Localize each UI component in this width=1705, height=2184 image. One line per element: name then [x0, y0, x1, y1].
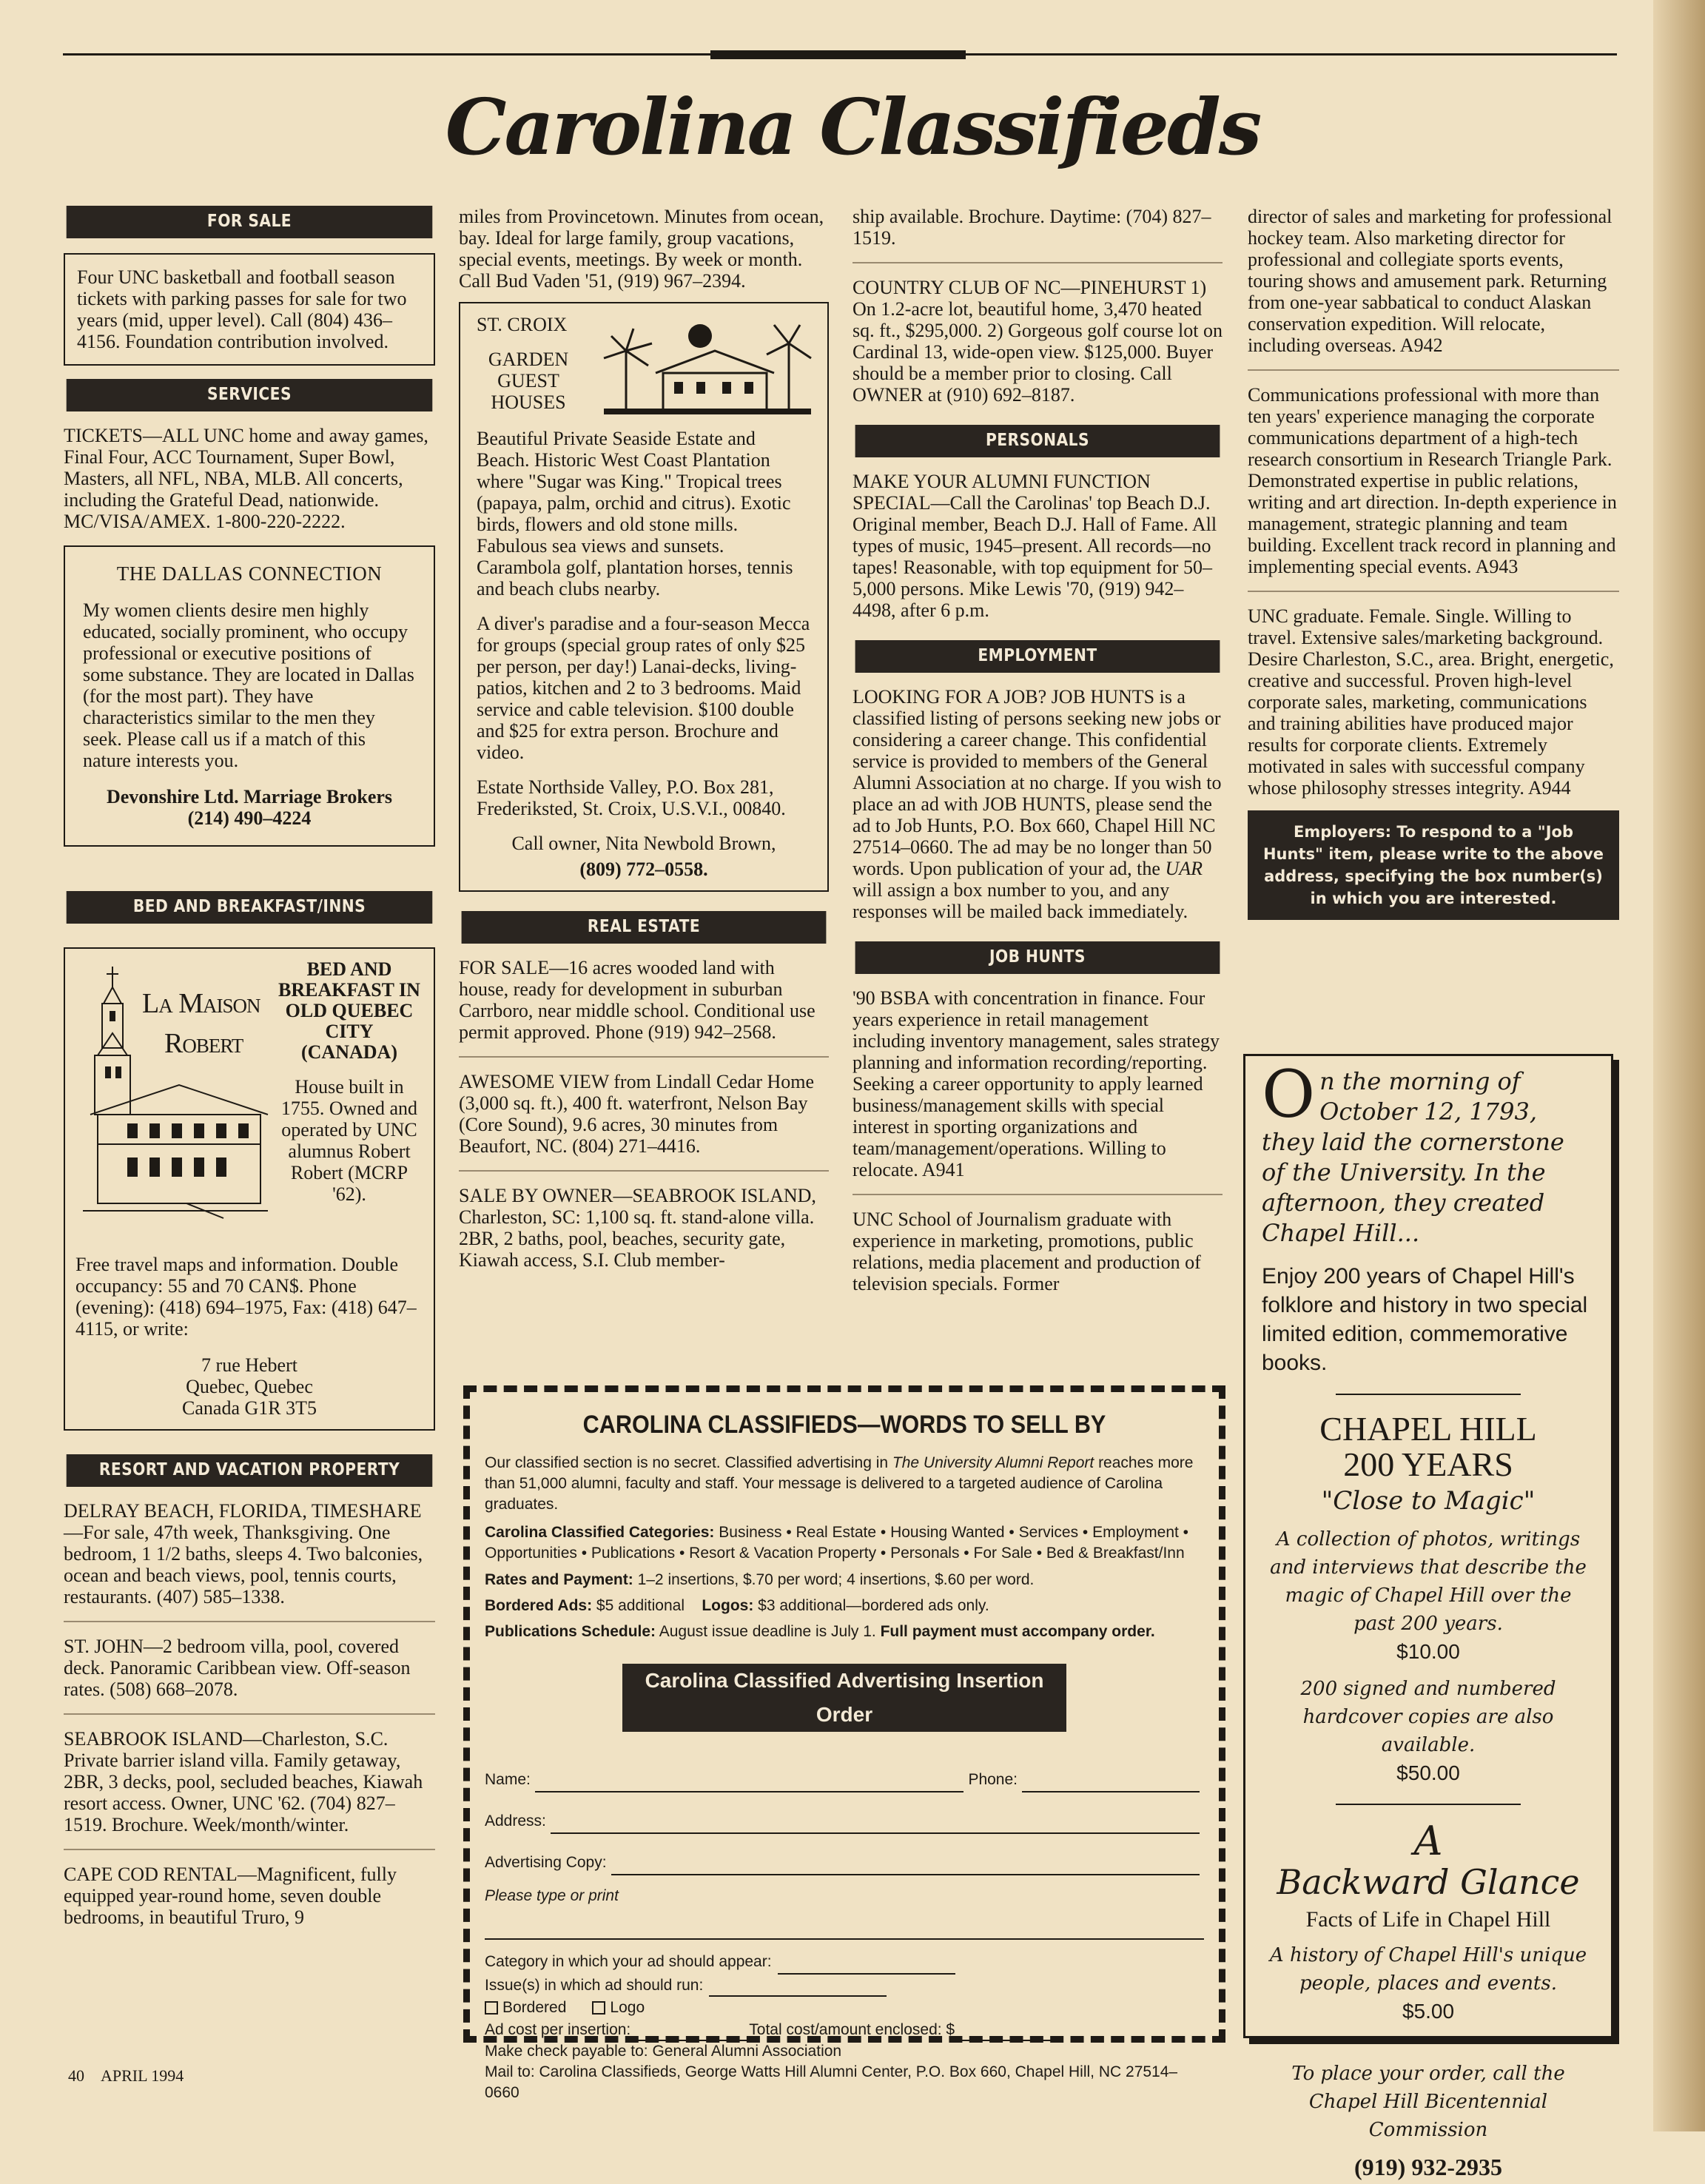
cost-row: Ad cost per insertion: Total cost/amount enclosed: $: [485, 2019, 1204, 2041]
ad-copy-field[interactable]: [611, 1855, 1200, 1875]
logo-text-la-maison: La Maison: [142, 988, 260, 1019]
category-row: Category in which your ad should appear:: [485, 1949, 1204, 1975]
st-croix-p4: Call owner, Nita Newbold Brown,: [511, 833, 776, 854]
divider: [459, 1056, 829, 1058]
page-edge-shadow: [1653, 0, 1705, 2131]
address-row: Address:: [485, 1792, 1204, 1834]
section-header-resort: RESORT AND VACATION PROPERTY: [67, 1454, 433, 1487]
top-rule-accent: [710, 50, 966, 59]
address-field[interactable]: [551, 1813, 1200, 1834]
column-4: [1248, 206, 1619, 920]
form-title: CAROLINA CLASSIFIEDS—WORDS TO SELL BY: [582, 1411, 1106, 1439]
order-info: To place your order, call the Chapel Hill Bicentennial Commission: [1291, 2063, 1565, 2141]
dallas-text: My women clients desire men highly educated, socially prominent, who occupy professional or executive positions of some substance. They are located in Dallas (for the most part). They have characteristics similar to the men they seek. Please call us if a match of this nature interests you.: [83, 599, 414, 771]
insertion-order-header: Carolina Classified Advertising Insertion Order: [622, 1664, 1066, 1732]
book1-title-line2: 200 YEARS: [1343, 1445, 1513, 1483]
book2-price: $5.00: [1402, 2000, 1455, 2023]
divider: [1336, 1804, 1521, 1805]
issue-date: APRIL 1994: [101, 2066, 184, 2085]
book1-subtitle: "Close to Magic": [1321, 1486, 1536, 1516]
print-note: Please type or print: [485, 1887, 619, 1904]
book2-subtitle: Facts of Life in Chapel Hill: [1305, 1907, 1551, 1932]
column-1: [64, 206, 435, 1928]
real-estate-ad-carrboro: FOR SALE—16 acres wooded land with house, ready for development in suburban Carrboro, near middle school. Conditional use permit approved. Phone (919) 942–2568.: [459, 957, 815, 1043]
resort-ad-st-john: ST. JOHN—2 bedroom villa, pool, covered deck. Panoramic Caribbean view. Off-season rates. (508) 668–2078.: [64, 1636, 411, 1700]
page-footer: [68, 2066, 184, 2086]
book1-description: A collection of photos, writings and interviews that describe the magic of Chapel Hill over the past 200 years.: [1270, 1528, 1587, 1635]
personals-ad-dj: MAKE YOUR ALUMNI FUNCTION SPECIAL—Call the Carolinas' top Beach D.J. Original member, Beach D.J. Hall of Fame. All types of music, 1945–present. All records—no tapes! Reasonable, with top equipment for 50–5,000 persons. Mike Lewis '70, (919) 942–4498, after 6 p.m.: [852, 471, 1217, 621]
category-field[interactable]: [778, 1957, 955, 1975]
divider: [64, 1621, 435, 1622]
logo-text-robert: Robert: [164, 1028, 243, 1059]
book1-title-line1: CHAPEL HILL: [1319, 1410, 1537, 1448]
bnb-address-1: 7 rue Hebert: [201, 1354, 297, 1376]
bnb-address-2: Quebec, Quebec: [186, 1376, 313, 1397]
section-header-real-estate: REAL ESTATE: [462, 911, 827, 944]
phone-field[interactable]: [1022, 1772, 1200, 1792]
job-hunt-a942-continued: director of sales and marketing for professional hockey team. Also marketing director for professional and collegiate sports events, touring shows and amusement park. Returning from one-year sabbatical to conduct Alaskan conservation expedition. Will relocate, including overseas. A942: [1248, 206, 1612, 356]
st-croix-subtitle: GARDEN GUEST HOUSES: [488, 349, 569, 413]
real-estate-ad-lindall: AWESOME VIEW from Lindall Cedar Home (3,000 sq. ft.), 400 ft. waterfront, Nelson Bay (Core Sound), 9.6 acres, 30 minutes from Beaufort, NC. (804) 271–4416.: [459, 1071, 815, 1157]
for-sale-text: Four UNC basketball and football season tickets with parking passes for sale for two years (mid, upper level). Call (804) 436–4156. Foundation contribution involved.: [77, 266, 407, 352]
form-intro: Our classified section is no secret. Classified advertising in The University Alumni Report reaches more than 51,000 alumni, faculty and staff. Your message is delivered to a targeted audience of Carolina graduates.: [485, 1454, 1194, 1513]
bnb-text: Free travel maps and information. Double occupancy: 55 and 70 CAN$. Phone (evening): (418) 694–1975, Fax: (418) 647–4115, or write:: [75, 1254, 417, 1340]
st-croix-p3: Estate Northside Valley, P.O. Box 281, Frederiksted, St. Croix, U.S.V.I., 00840.: [477, 776, 786, 819]
resort-ad-cape-cod: CAPE COD RENTAL—Magnificent, fully equipped year-round home, seven double bedrooms, in beautiful Truro, 9: [64, 1864, 397, 1928]
form-rates: Rates and Payment: 1–2 insertions, $.70 per word; 4 insertions, $.60 per word.: [485, 1571, 1035, 1588]
column-2: [459, 206, 829, 1271]
dallas-phone: (214) 490–4224: [187, 807, 312, 829]
name-phone-row: Name: Phone:: [485, 1751, 1204, 1792]
book2-description: A history of Chapel Hill's unique people, places and events.: [1269, 1944, 1587, 1995]
signed-price: $50.00: [1396, 1761, 1460, 1784]
mail-line: Mail to: Carolina Classifieds, George Watts Hill Alumni Center, P.O. Box 660, Chapel Hill, NC 27514–0660: [485, 2063, 1178, 2101]
divider: [64, 1849, 435, 1850]
section-header-services: SERVICES: [67, 379, 433, 411]
payable-line: Make check payable to: General Alumni Association: [485, 2043, 842, 2060]
st-croix-phone: (809) 772–0558.: [579, 859, 708, 880]
bnb-ad: [64, 947, 435, 1431]
ad-enjoy: Enjoy 200 years of Chapel Hill's folklore and history in two special limited edition, commemorative books.: [1262, 1264, 1588, 1375]
order-phone: (919) 932-2935: [1354, 2154, 1502, 2180]
book2-a: A: [1413, 1818, 1443, 1864]
section-header-personals: PERSONALS: [855, 425, 1220, 457]
employers-note: Employers: To respond to a "Job Hunts" item, please write to the above address, specifying the box number(s) in which you are interested.: [1248, 810, 1619, 920]
logo-checkbox[interactable]: [592, 2001, 605, 2015]
resort-ad-seabrook: SEABROOK ISLAND—Charleston, S.C. Private barrier island villa. Family getaway, 2BR, 3 decks, pool, secluded beaches, Kiawah resort access. Owner, UNC '62. (704) 827–1519. Brochure. Week/month/winter.: [64, 1728, 423, 1835]
ad-copy-row: Advertising Copy:: [485, 1834, 1204, 1875]
ad-intro: On the morning of October 12, 1793, they laid the cornerstone of the University. In the afternoon, they created Chapel Hill...: [1262, 1056, 1564, 1247]
dallas-connection-ad: [64, 545, 435, 847]
total-field[interactable]: [955, 2023, 1058, 2041]
name-field[interactable]: [535, 1772, 964, 1792]
bordered-checkbox[interactable]: [485, 2001, 498, 2015]
bnb-address-3: Canada G1R 3T5: [182, 1397, 317, 1419]
ad-copy-line[interactable]: [485, 1938, 1204, 1940]
section-header-bnb: BED AND BREAKFAST/INNS: [67, 891, 433, 924]
divider: [1336, 2042, 1521, 2043]
form-schedule: Publications Schedule: August issue deadline is July 1. Full payment must accompany order.: [485, 1623, 1155, 1640]
divider: [1336, 1394, 1521, 1395]
cost-field[interactable]: [630, 2023, 749, 2041]
section-header-employment: EMPLOYMENT: [855, 640, 1220, 673]
plantation-illustration: [604, 314, 811, 417]
st-croix-name: ST. CROIX: [477, 314, 568, 335]
services-ad-text: TICKETS—ALL UNC home and away games, Final Four, ACC Tournament, Super Bowl, Masters, all NFL, NBA, MLB. All concerts, including the Grateful Dead, nationwide. MC/VISA/AMEX. 1-800-220-2222.: [64, 425, 428, 532]
employment-job-hunts-info: [852, 686, 1223, 922]
form-bordered-logos: Bordered Ads: $5 additional Logos: $3 additional—bordered ads only.: [485, 1597, 989, 1614]
book1-price: $10.00: [1396, 1640, 1460, 1663]
dallas-title: THE DALLAS CONNECTION: [116, 562, 383, 585]
order-form: [463, 1385, 1225, 2101]
dallas-signature: Devonshire Ltd. Marriage Brokers: [106, 786, 393, 807]
st-croix-ad: [459, 302, 829, 892]
country-club-ad: COUNTRY CLUB OF NC—PINEHURST 1) On 1.2-acre lot, beautiful home, 3,470 heated sq. ft., $295,000. 2) Gorgeous golf course lot on Cardinal 13, wide-open view. $125,000. Buyer should be a member prior to closing. Call OWNER at (910) 692–8187.: [852, 277, 1223, 406]
divider: [852, 1194, 1223, 1195]
maison-robert-logo: [75, 959, 275, 1240]
bnb-title: BED AND BREAKFAST IN OLD QUEBEC CITY (CANADA): [278, 958, 420, 1063]
resort-ad-delray: DELRAY BEACH, FLORIDA, TIMESHARE—For sale, 47th week, Thanksgiving. One bedroom, 1 1/2 baths, sleeps 4. Two balconies, ocean and beach views, pool, tennis courts, restaurants. (407) 585–1338.: [64, 1500, 423, 1607]
options-row: Bordered Logo: [485, 1997, 1204, 2019]
chapel-hill-books-ad: [1243, 1054, 1613, 2180]
signed-copies: 200 signed and numbered hardcover copies are also available.: [1300, 1678, 1556, 1756]
st-croix-p1: Beautiful Private Seaside Estate and Beach. Historic West Coast Plantation where "Sugar was King." Tropical trees (papaya, palm, orchid and citrus). Exotic birds, flowers and old stone mills. Fabulous sea views and sunsets. Carambola golf, plantation horses, tennis and beach clubs nearby.: [477, 428, 793, 599]
job-hunt-a941: '90 BSBA with concentration in finance. Four years experience in retail management including inventory management, sales strategy planning and information recording/reporting. Seeking a career opportunity to apply learned business/management skills with special interest in sporting organizations and team/management/operations. Willing to relocate. A941: [852, 987, 1220, 1180]
page-title: Carolina Classifieds: [445, 81, 1260, 172]
employment-text-a: LOOKING FOR A JOB? JOB HUNTS is a classified listing of persons seeking new jobs or considering a career change. This confidential service is provided to members of the General Alumni Association at no charge. If you wish to place an ad with JOB HUNTS, please send the ad to Job Hunts, P.O. Box 660, Chapel Hill NC 27514–0660. The ad may be no longer than 50 words. Upon publication of your ad, the: [852, 686, 1222, 879]
column-3: [852, 206, 1223, 1294]
section-header-job-hunts: JOB HUNTS: [855, 941, 1220, 974]
employment-uar: UAR: [1165, 858, 1203, 879]
divider: [852, 262, 1223, 263]
cape-cod-continued: miles from Provincetown. Minutes from ocean, bay. Ideal for large family, group vacations, special events, meetings. By week or month. Call Bud Vaden '51, (919) 967–2394.: [459, 206, 824, 292]
drop-cap: O: [1262, 1056, 1316, 1132]
job-hunt-a944: UNC graduate. Female. Single. Willing to travel. Extensive sales/marketing background. Desire Charleston, S.C., area. Bright, energetic, creative and successful. Proven high-level corporate sales, marketing, communications and training abilities have produced major results for corporate clients. Extremely motivated in sales with successful company whose philosophy stresses integrity. A944: [1248, 605, 1614, 799]
divider: [1248, 591, 1619, 592]
real-estate-ad-seabrook: SALE BY OWNER—SEABROOK ISLAND, Charleston, SC: 1,100 sq. ft. stand-alone villa. 2BR, 2 baths, pool, beaches, security gate, Kiawah access, S.I. Club member-: [459, 1185, 816, 1271]
job-hunt-a942: UNC School of Journalism graduate with experience in marketing, promotions, public relations, media placement and production of television specials. Former: [852, 1209, 1201, 1294]
divider: [459, 1170, 829, 1172]
divider: [1248, 369, 1619, 371]
issue-field[interactable]: [709, 1979, 887, 1997]
form-categories: Carolina Classified Categories: Business • Real Estate • Housing Wanted • Services • Employment • Opportunities • Publications • Resort & Vacation Property • Personals • For Sale • Bed & Breakfast/Inn: [485, 1524, 1189, 1562]
page-number: 40: [68, 2066, 84, 2085]
for-sale-ad: [64, 253, 435, 366]
employment-text-b: will assign a box number to you, and any responses will be mailed back immediately.: [852, 879, 1188, 922]
section-header-for-sale: FOR SALE: [67, 206, 433, 238]
issue-row: Issue(s) in which ad should run:: [485, 1975, 1204, 1997]
divider: [64, 1713, 435, 1715]
bnb-built: House built in 1755. Owned and operated by UNC alumnus Robert Robert (MCRP '62).: [280, 1076, 418, 1205]
book2-title: Backward Glance: [1277, 1862, 1580, 1902]
st-croix-p2: A diver's paradise and a four-season Mecca for groups (special group rates of only $25 per person, per day!) Lanai-decks, living-patios, kitchen and 2 to 3 bedrooms. Maid service and cable television. $100 double and $25 for extra person. Brochure and video.: [477, 613, 810, 763]
seabrook-continued: ship available. Brochure. Daytime: (704) 827–1519.: [852, 206, 1211, 249]
job-hunt-a943: Communications professional with more than ten years' experience managing the corporate communications department of a high-tech research consortium in Research Triangle Park. Demonstrated expertise in public relations, writing and art direction. In-depth experience in management, strategic planning and team building. Excellent track record in planning and implementing special events. A943: [1248, 384, 1617, 577]
